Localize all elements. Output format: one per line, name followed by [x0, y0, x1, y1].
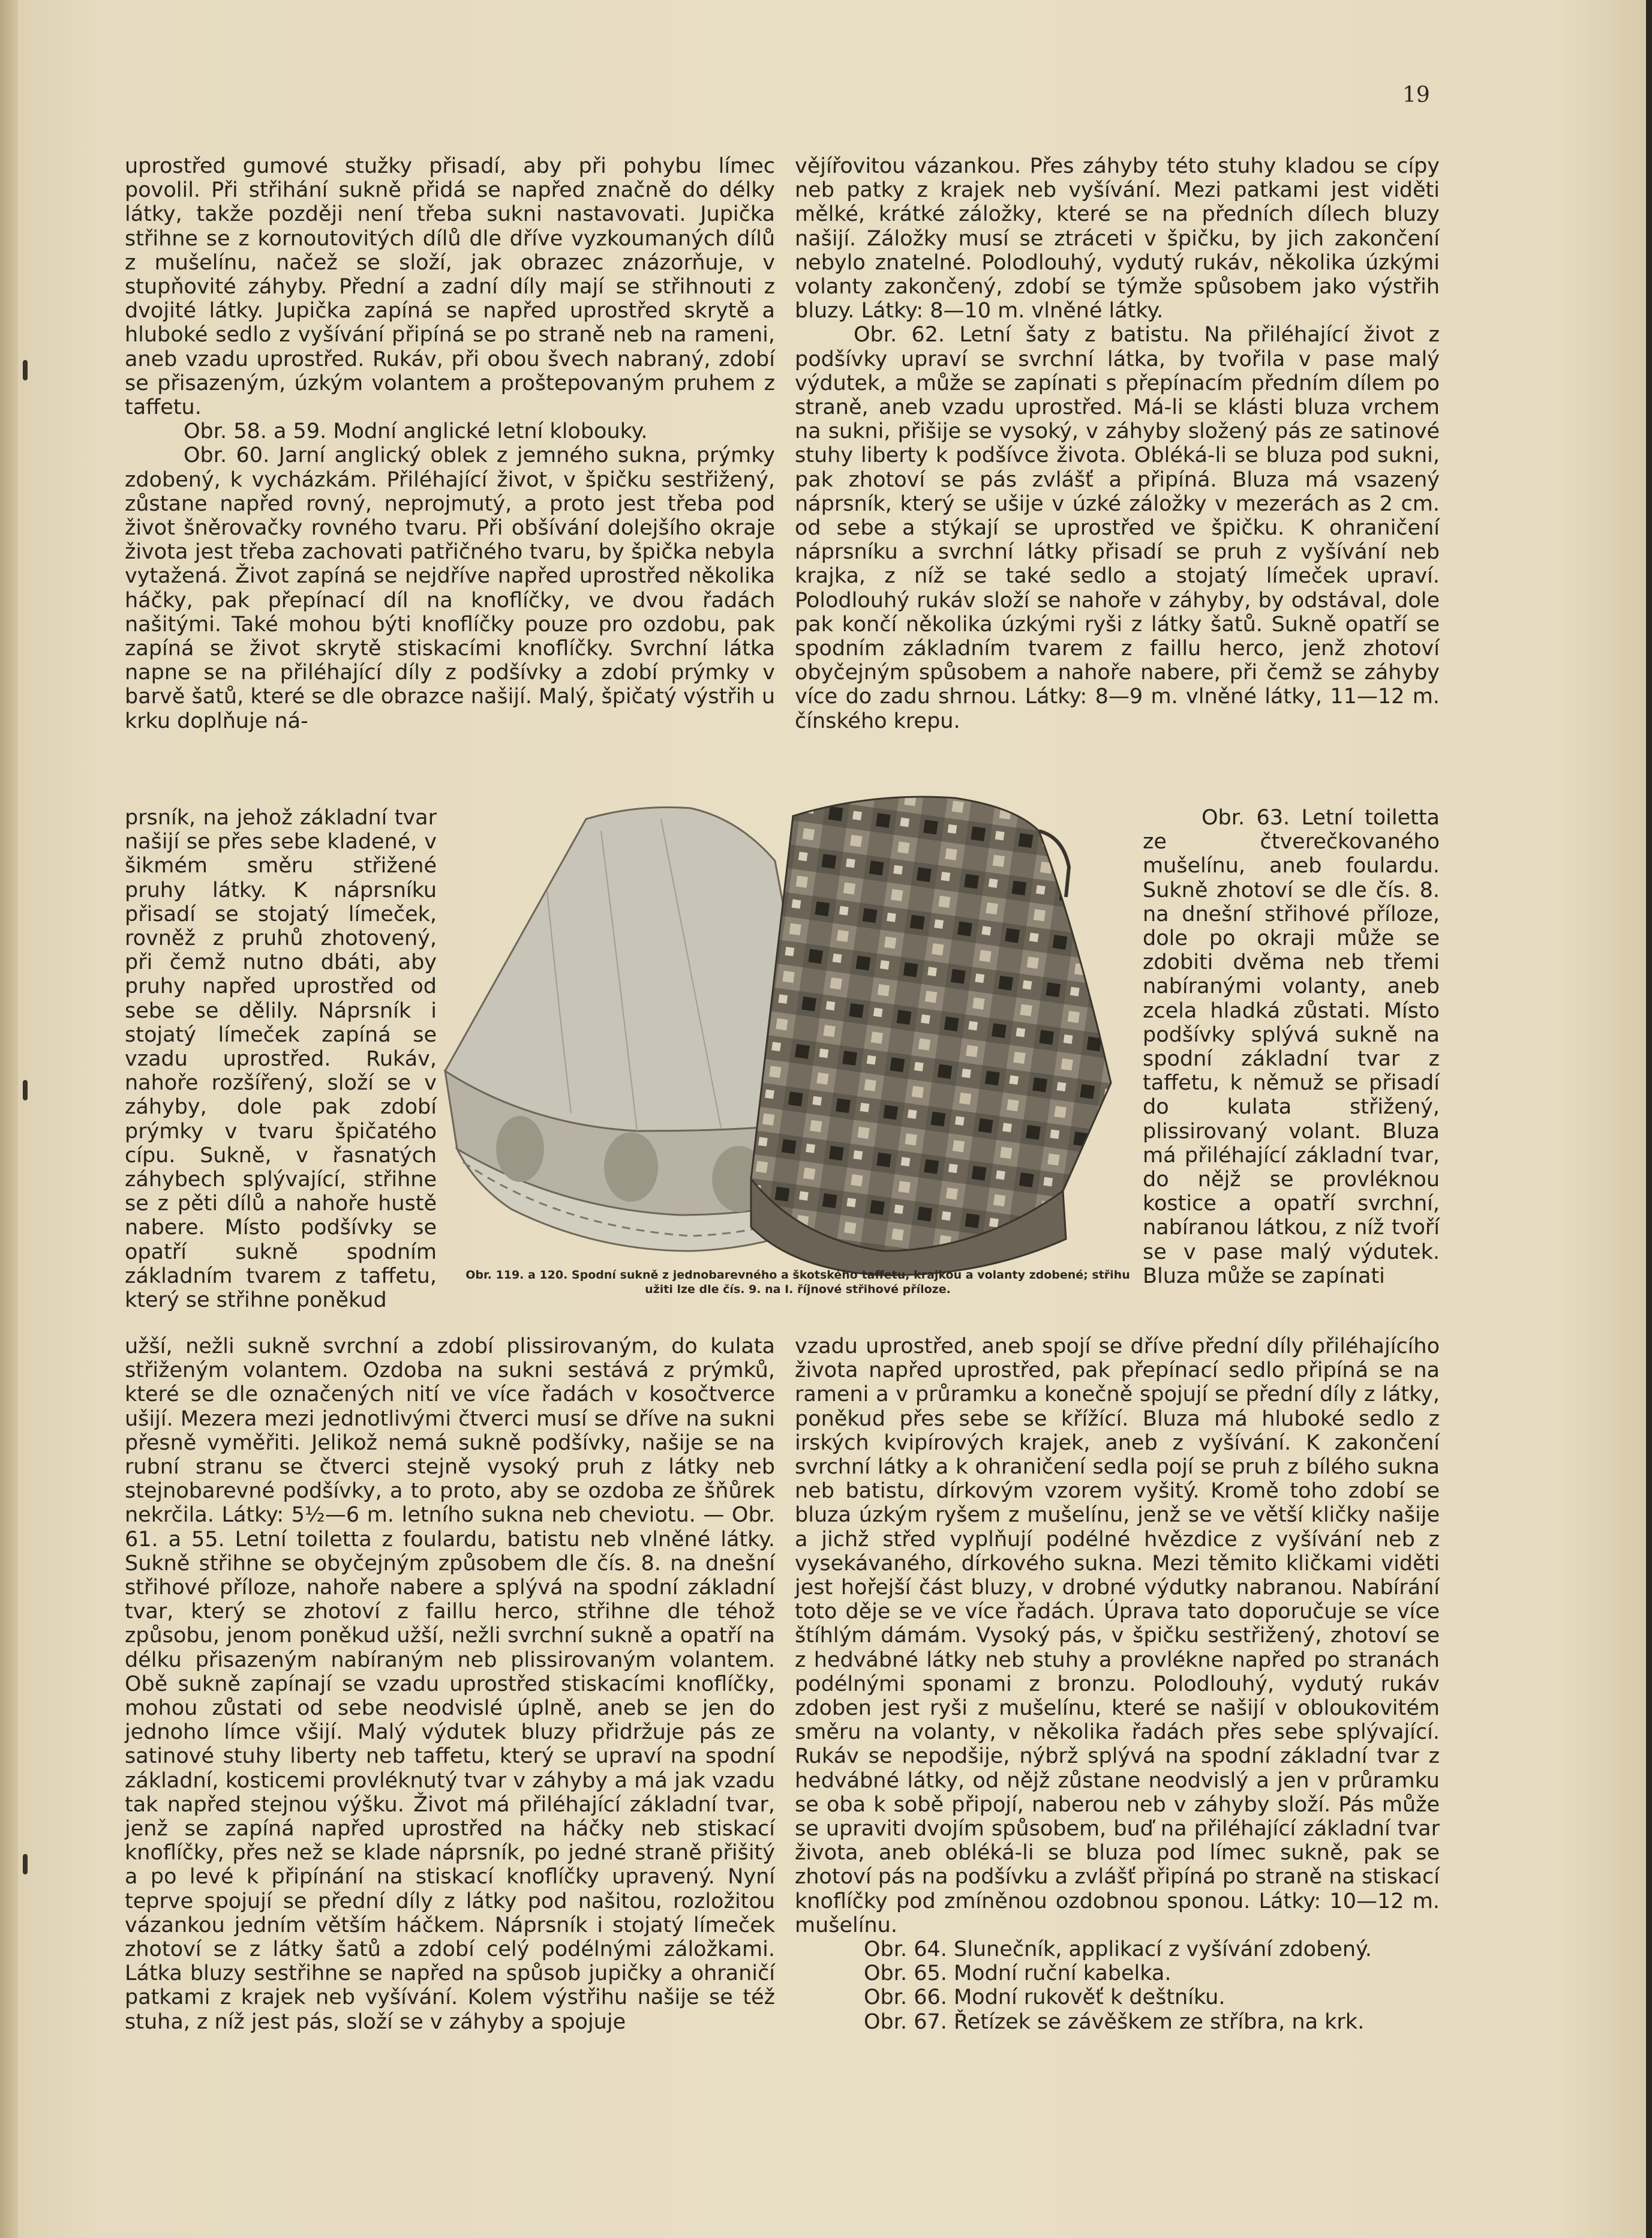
figure-list-item: Obr. 66. Modní rukověť k deštníku.	[864, 1985, 1226, 2010]
right-column-top	[795, 154, 1440, 733]
margin-mark	[23, 1080, 28, 1100]
page-right-edge	[1646, 0, 1652, 2238]
paragraph: Obr. 62. Letní šaty z batistu. Na přiléhající život z podšívky upraví se svrchní látka, by tvořila v pase malý výdutek, a může se zapínati s přepínacím předním dílem po straně, aneb vzadu uprostřed. Má-li se klásti bluza vrchem na sukni, přišije se vysoký, v záhyby složený pás ze satinové stuhy liberty k podšívce života. Obléká-li se bluza pod sukni, pak zhotoví se pás zvlášť a připíná. Bluza má vsazený náprsník, který se ušije v úzké záložky v mezerách as 2 cm. od sebe a stýkají se uprostřed ve špičku. K ohraničení náprsníku a svrchní látky přisadí se pruh z vyšívání neb krajka, z níž se také sedlo a stojatý límeček upraví. Polodlouhý rukáv složí se nahoře v záhyby, by odstával, dole pak končí několika úzkými ryši z látky šatů. Sukně opatří se spodním základním tvarem z faillu herco, jenž zhotoví obyčejným spůsobem a nahoře nabere, při čemž se záhyby více do zadu shrnou. Látky: 8—9 m. vlněné látky, 11—12 m. čínského krepu.	[795, 323, 1440, 733]
paragraph: vzadu uprostřed, aneb spojí se dříve přední díly přiléhajícího života napřed uprostřed, pak přepínací sedlo připíná se na rameni a v průramku a konečně spojují se přední díly z látky, poněkud přes sebe se křížící. Bluza má hluboké sedlo z irských kvipírových krajek, aneb z vyšívání. K zakončení svrchní látky a k ohraničení sedla pojí se pruh z bílého sukna neb batistu, dírkovým vzorem vyšitý. Kromě toho zdobí se bluza úzkým ryšem z mušelínu, jenž se ve větší kličky našije a jichž střed vyplňují podélné hvězdice z vyšívání neb z vysekávaného, dírkového sukna. Mezi těmito kličkami viděti jest hořejší část bluzy, v drobné výdutky nabranou. Nabírání toto děje se ve více řadách. Úprava tato doporučuje se více štíhlým dámám. Vysoký pás, v špičku sestřižený, zhotoví se z hedvábné látky neb stuhy a provlékne napřed po stranách podélnými sponami z bronzu. Polodlouhý, vydutý rukáv zdoben jest ryši z mušelínu, které se našijí v obloukovitém směru na volanty, v několika řadách přes sebe splývající. Rukáv se nepodšije, nýbrž splývá na spodní základní tvar z hedvábné látky, od nějž zůstane neodvislý a jen v průramku se oba k sobě připojí, naberou neb v záhyby složí. Pás může se upraviti dvojím spůsobem, buď na přiléhající základní tvar života, aneb obléká-li se bluza pod límec sukně, pak se zhotoví pás na podšívku a zvlášť připíná po straně na stiskací knoflíčky pod zmíněnou ozdobnou sponou. Látky: 10—12 m. mušelínu.	[795, 1334, 1440, 1937]
paragraph: Obr. 63. Letní toiletta ze čtverečkovaného mušelínu, aneb foulardu. Sukně zhotoví se dle čís. 8. na dnešní střihové příloze, dole po okraji může se zdobiti dvěma neb třemi nabíranými volanty, aneb zcela hladká zůstati. Místo podšívky splývá sukně na spodní základní tvar z taffetu, k němuž se přisadí do kulata střižený, plissirovaný volant. Bluza má přiléhající základní tvar, do nějž se provléknou kostice a opatří svrchní, nabíranou látkou, z níž tvoří se v pase malý výdutek. Bluza může se zapínati	[1143, 806, 1440, 1288]
margin-mark	[23, 360, 28, 380]
paragraph: užší, nežli sukně svrchní a zdobí plissirovaným, do kulata střiženým volantem. Ozdoba na sukni sestává z prýmků, které se dle označených nití ve více řadách v kosočtverce ušijí. Mezera mezi jednotlivými čtverci musí se dříve na sukni přesně vyměřiti. Jelikož nemá sukně podšívky, našije se na rubní stranu se čtverci stejně vysoký pruh z látky neb stejnobarevné podšívky, a to proto, aby se ozdoba ze šňůrek nekrčila. Látky: 5½—6 m. letního sukna neb cheviotu. — Obr. 61. a 55. Letní toiletta z foulardu, batistu neb vlněné látky. Sukně střihne se obyčejným způsobem dle čís. 8. na dnešní střihové příloze, nahoře nabere a splývá na spodní základní tvar, který se zhotoví z faillu herco, střihne dle téhož způsobu, jenom poněkud užší, nežli svrchní sukně a opatří na délku přisazeným nabíraným neb plissirovaným volantem. Obě sukně zapínají se vzadu uprostřed stiskacími knoflíčky, mohou zůstati od sebe neodvislé úplně, aneb se jen do jednoho límce všijí. Malý výdutek bluzy přidržuje pás ze satinové stuhy liberty neb taffetu, který se upraví na spodní základní, kosticemi provléknutý tvar v záhyby a má jak vzadu tak napřed stejnou výšku. Život má přiléhající základní tvar, jenž se zapíná napřed uprostřed na háčky neb stiskací knoflíčky, přes než se klade náprsník, po jedné straně přišitý a po levé k připínání na stiskací knoflíčky upravený. Nyní teprve spojují se přední díly z látky pod našitou, rozložitou vázankou jedním větším háčkem. Náprsník i stojatý límeček zhotoví se z látky šatů a zdobí celý podélnými záložkami. Látka bluzy sestřihne se napřed na spůsob jupičky a ohraničí patkami z krajek neb vyšívání. Kolem výstřihu našije se též stuha, z níž jest pás, složí se v záhyby a spojuje	[125, 1334, 775, 2034]
paragraph: Obr. 60. Jarní anglický oblek z jemného sukna, prýmky zdobený, k vycházkám. Přiléhající život, v špičku sestřižený, zůstane napřed rovný, neprojmutý, a proto jest třeba pod život šněrovačky rovného tvaru. Při obšívání dolejšího okraje života jest třeba zachovati patřičného tvaru, by špička nebyla vytažená. Život zapíná se nejdříve napřed uprostřed několika háčky, pak přepínací díl na knoflíčky, ve dvou řadách našitými. Také mohou býti knoflíčky pouze pro ozdobu, pak zapíná se život skrytě stiskacími knoflíčky. Svrchní látka napne se na přiléhající díly z podšívky a zdobí prýmky v barvě šatů, které se dle obrazce našijí. Malý, špičatý výstřih u krku doplňuje ná-	[125, 443, 775, 733]
page-binding-shadow	[0, 0, 18, 2238]
figure-list-item: Obr. 67. Řetízek se závěškem ze stříbra, na krk.	[864, 2009, 1365, 2034]
right-column-bottom	[795, 1334, 1440, 2034]
plaid-petticoat	[751, 797, 1111, 1275]
paragraph: vějířovitou vázankou. Přes záhyby této stuhy kladou se cípy neb patky z krajek neb vyšívání. Mezi patkami jest viděti mělké, krátké záložky, které se na předních dílech bluzy našijí. Záložky musí se ztráceti v špičku, by jich zakončení nebylo znatelné. Polodlouhý, vydutý rukáv, několika úzkými volanty zakončený, zdobí se týmže spůsobem jako výstřih bluzy. Látky: 8—10 m. vlněné látky.	[795, 154, 1440, 323]
page-number: 19	[1402, 83, 1430, 107]
left-column-bottom	[125, 1334, 775, 2034]
paragraph: prsník, na jehož základní tvar našijí se přes sebe kladené, v šikmém směru střižené pruhy látky. K náprsníku přisadí se stojatý límeček, rovněž z pruhů zhotovený, při čemž nutno dbáti, aby pruhy napřed uprostřed od sebe se dělily. Náprsník i stojatý límeček zapíná se vzadu uprostřed. Rukáv, nahoře rozšířený, složí se v záhyby, dole pak zdobí prýmky v tvaru špičatého cípu. Sukně, v řasnatých záhybech splývající, střihne se z pěti dílů a nahoře hustě nabere. Místo podšívky se opatří sukně spodním základním tvarem z taffetu, který se střihne poněkud	[125, 806, 437, 1313]
figure-caption: Obr. 119. a 120. Spodní sukně z jednobarevného a škotského taffetu, krajkou a volanty zdobené; střihu užiti lze dle čís. 9. na I. říjnové střihové příloze.	[465, 1268, 1130, 1296]
figure-list-item: Obr. 65. Modní ruční kabelka.	[864, 1961, 1172, 1986]
petticoat-illustration	[439, 795, 1144, 1281]
left-column-narrow	[125, 806, 437, 1312]
figure-list-item: Obr. 64. Slunečník, applikací z vyšívání zdobený.	[864, 1937, 1372, 1962]
paragraph: Obr. 58. a 59. Modní anglické letní klobouky.	[184, 419, 648, 444]
margin-mark	[23, 1854, 28, 1874]
left-column-top	[125, 154, 775, 733]
right-column-narrow	[1143, 806, 1440, 1288]
paragraph: uprostřed gumové stužky přisadí, aby při pohybu límec povolil. Při střihání sukně přidá se napřed značně do délky látky, takže později není třeba sukni nastavovati. Jupička střihne se z kornoutovitých dílů dle dříve vyzkoumaných dílů z mušelínu, načež se složí, jak obrazec znázorňuje, v stupňovité záhyby. Přední a zadní díly mají se střihnouti z dvojité látky. Jupička zapíná se napřed uprostřed skrytě a hluboké sedlo z vyšívání připíná se po straně neb na rameni, aneb vzadu uprostřed. Rukáv, při obou švech nabraný, zdobí se přisazeným, úzkým volantem a proštepovaným pruhem z taffetu.	[125, 154, 775, 420]
